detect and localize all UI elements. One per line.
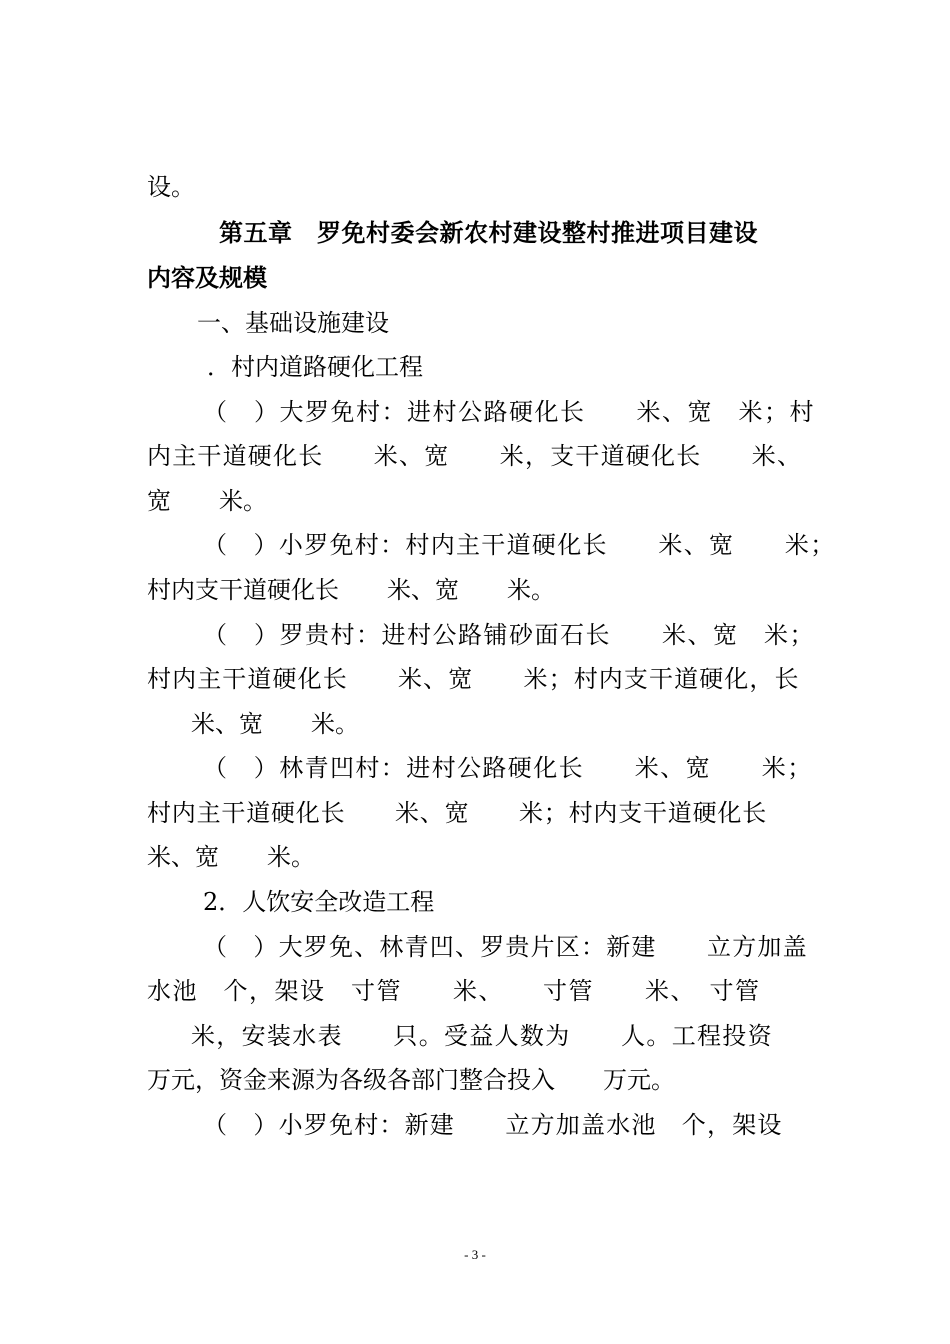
body-line: 水池 个，架设 寸管 米、 寸管 米、 寸管 [147, 977, 761, 1005]
body-line: 村内主干道硬化长 米、宽 米；村内支干道硬化长 [147, 799, 767, 827]
body-line: 内主干道硬化长 米、宽 米，支干道硬化长 米、 [147, 442, 803, 470]
page-number: - 3 - [464, 1247, 486, 1262]
body-line: （ ）罗贵村：进村公路铺砂面石长 米、宽 米； [203, 621, 815, 649]
chapter-heading: 第五章 罗免村委会新农村建设整村推进项目建设 [219, 219, 758, 247]
body-line: 村内主干道硬化长 米、宽 米；村内支干道硬化，长 [147, 665, 800, 693]
body-line: 米、宽 米。 [191, 710, 359, 738]
body-line: （ ）林青凹村：进村公路硬化长 米、宽 米； [203, 754, 813, 782]
body-line: （ ）小罗免村：村内主干道硬化长 米、宽 米； [203, 531, 836, 559]
body-line: （ ）小罗免村：新建 立方加盖水池 个，架设 [203, 1111, 783, 1139]
body-line: 米、宽 米。 [147, 843, 315, 871]
body-line: 米，安装水表 只。受益人数为 人。工程投资 [191, 1022, 773, 1050]
subsection-heading: 2．人饮安全改造工程 [203, 888, 435, 916]
body-line: 万元，资金来源为各级各部门整合投入 万元。 [147, 1066, 675, 1094]
body-line: 设。 [147, 173, 195, 201]
body-line: 宽 米。 [147, 487, 267, 515]
body-line: 村内支干道硬化长 米、宽 米。 [147, 576, 555, 604]
subsection-heading: ．村内道路硬化工程 [207, 353, 423, 381]
chapter-heading-cont: 内容及规模 [147, 264, 267, 292]
body-line: （ ）大罗免村：进村公路硬化长 米、宽 米；村 [203, 398, 815, 426]
section-heading: 一、基础设施建设 [197, 309, 389, 337]
body-line: （ ）大罗免、林青凹、罗贵片区：新建 立方加盖 [203, 933, 808, 961]
